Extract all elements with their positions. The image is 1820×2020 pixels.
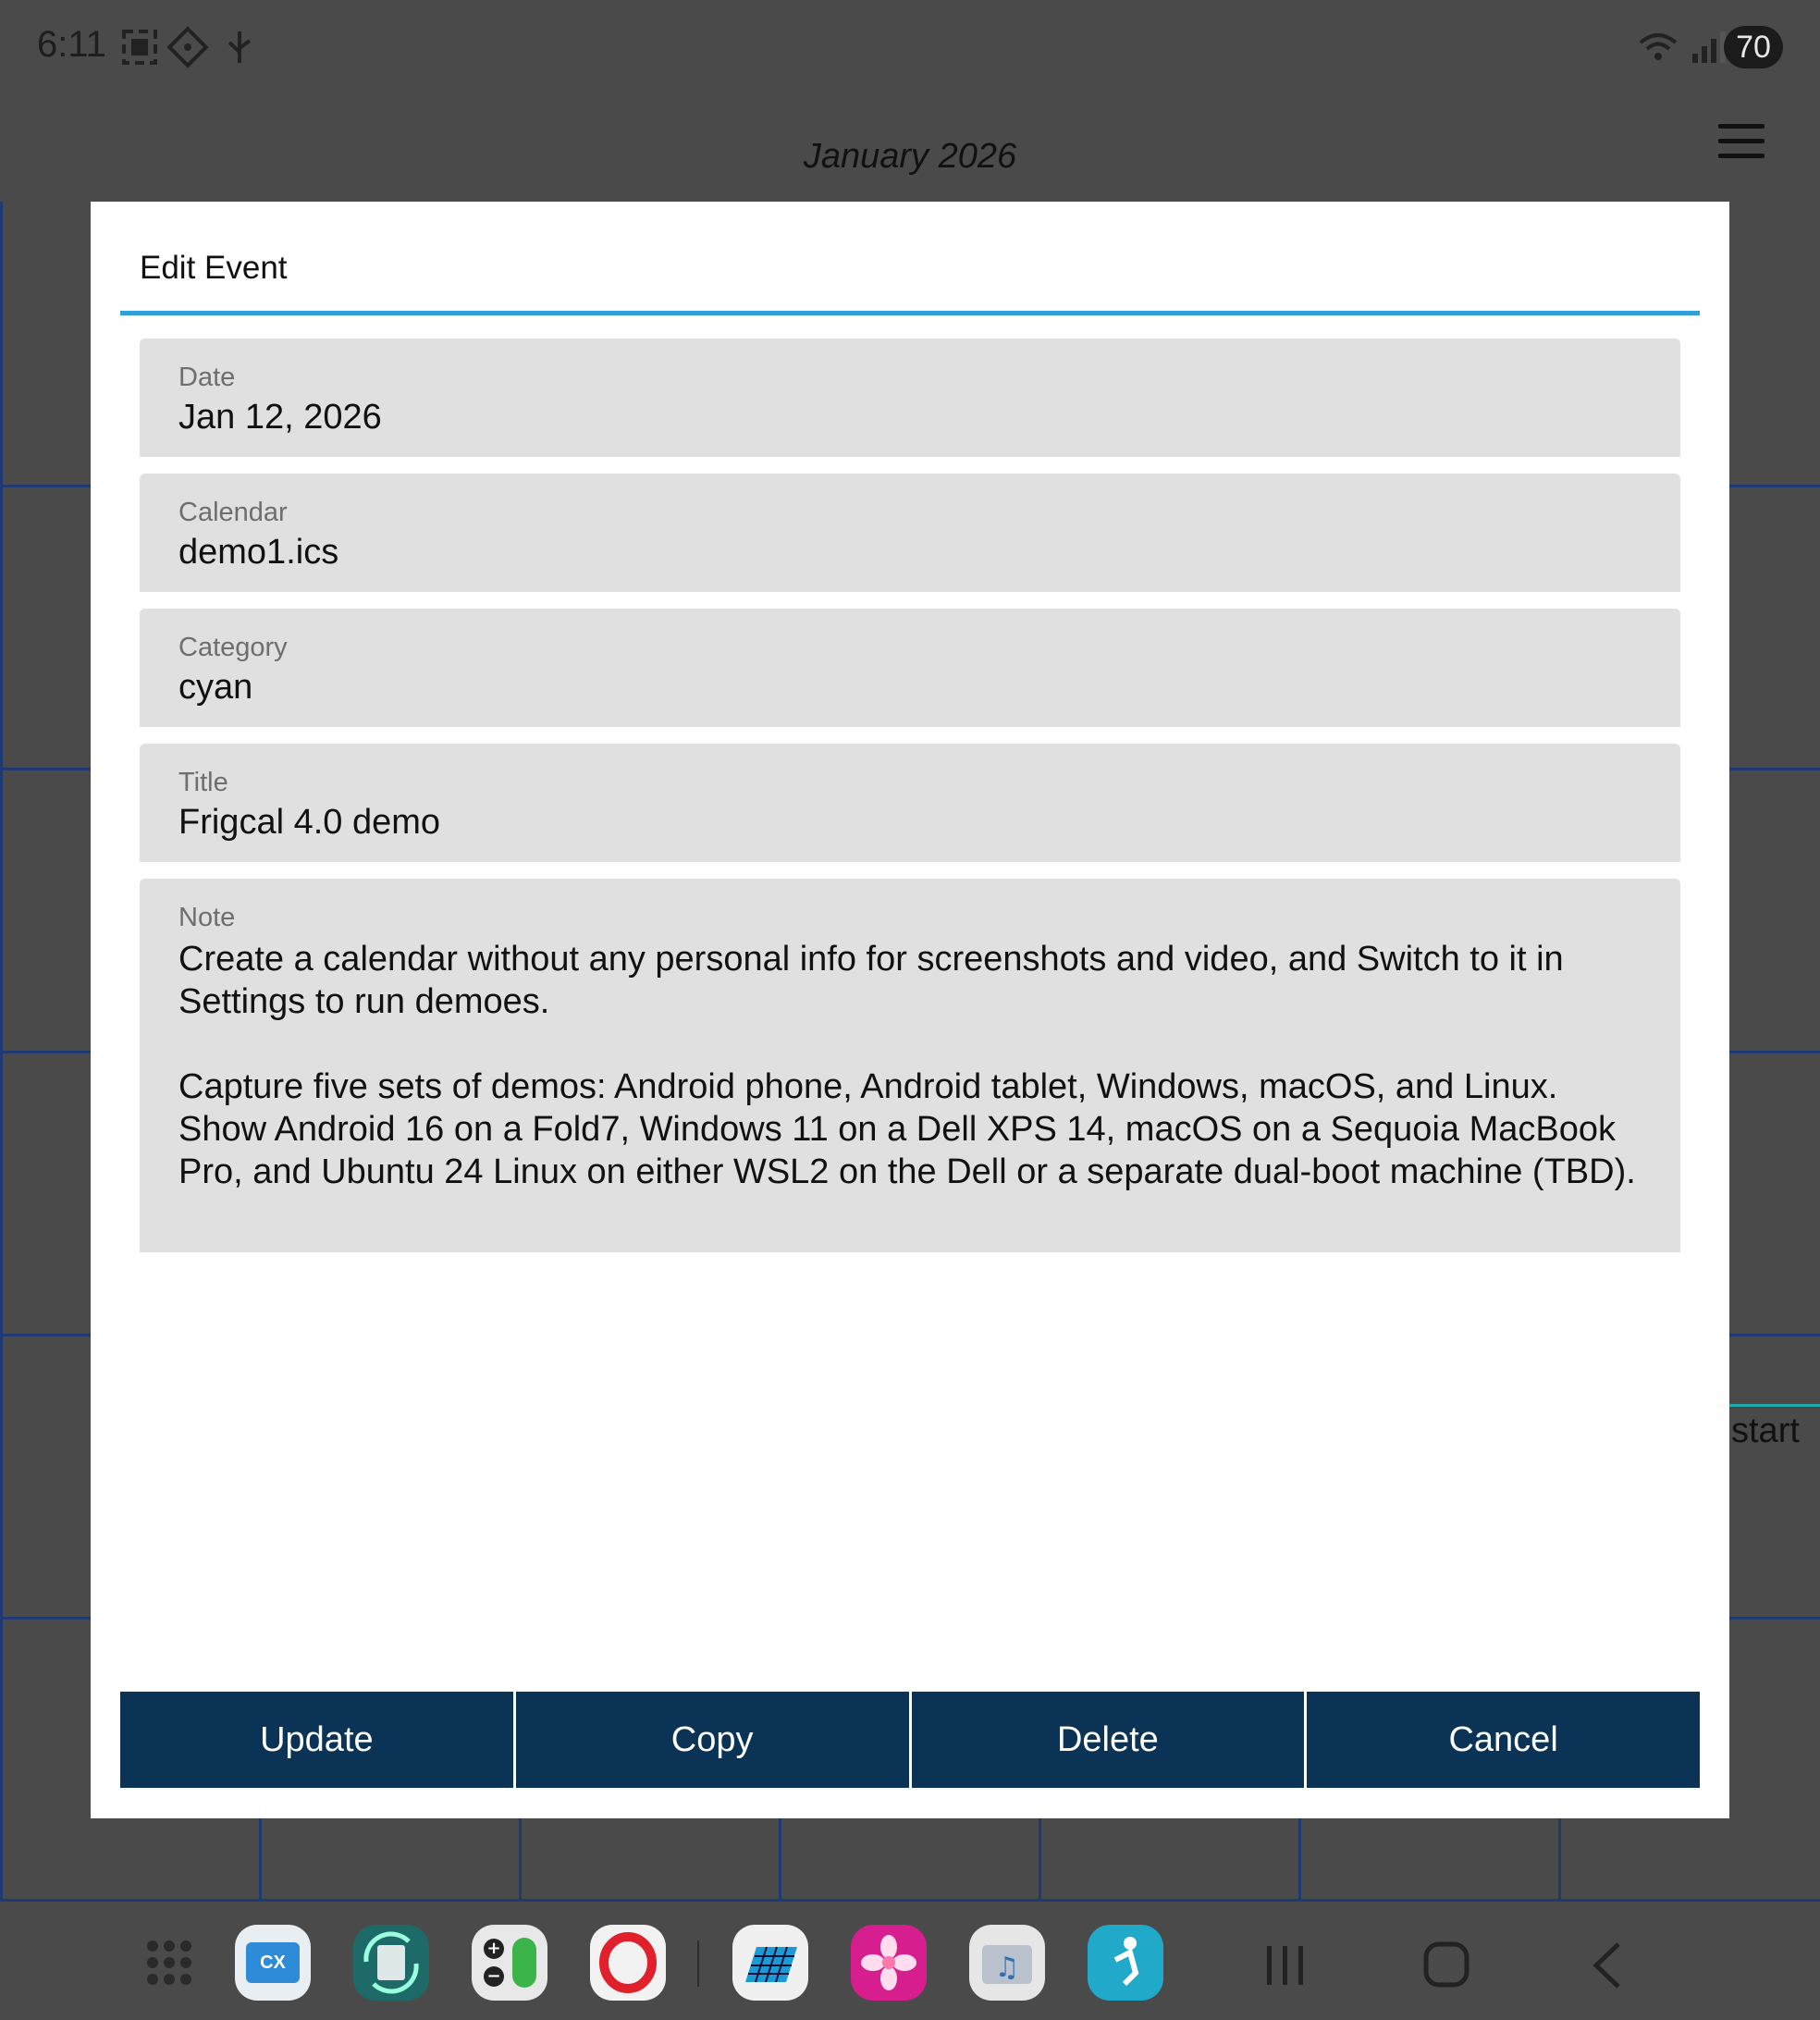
dots-diamond-icon: [166, 26, 209, 68]
note-label: Note: [178, 903, 236, 932]
music-folder-icon[interactable]: [969, 1925, 1045, 2001]
cx-file-explorer-icon[interactable]: [235, 1925, 311, 2001]
date-value: Jan 12, 2026: [178, 398, 382, 437]
note-field[interactable]: [140, 879, 1680, 1252]
delete-button[interactable]: Delete: [912, 1692, 1308, 1788]
wifi-icon: [1637, 26, 1679, 68]
calendar-value: demo1.ics: [178, 533, 339, 572]
category-label: Category: [178, 633, 288, 662]
month-title: January 2026: [803, 137, 1017, 176]
note-value: Create a calendar without any personal info for screenshots and video, and Switch to it in Settings to run demoes. Capture five sets of demos: Android phone, Android tablet, Windows, macOS, and Linux. Show Android 16 on a Fold7, Windows 11 on a Dell XPS 14, macOS on a Sequoia MacBook Pro, and Ubuntu 24 Linux on either WSL2 on the Dell or a separate dual-boot machine (TBD).: [178, 940, 1636, 1191]
title-field[interactable]: [140, 744, 1680, 862]
usb-icon: [218, 26, 261, 68]
title-value: Frigcal 4.0 demo: [178, 803, 441, 842]
dialog-title-divider: [120, 311, 1700, 315]
cancel-button[interactable]: Cancel: [1307, 1692, 1700, 1788]
status-bar: [0, 0, 1820, 92]
home-icon[interactable]: [1419, 1940, 1474, 1990]
calculator-icon[interactable]: [472, 1925, 547, 2001]
dock-separator: [697, 1940, 699, 1987]
dialog-title: Edit Event: [140, 250, 288, 286]
photos-flower-icon[interactable]: [851, 1925, 927, 2001]
hamburger-menu-icon[interactable]: [1718, 124, 1765, 161]
svg-text:+: +: [486, 1939, 501, 1958]
event-bar: [1729, 1404, 1820, 1407]
edit-event-dialog: [91, 202, 1729, 1818]
svg-text:♫: ♫: [994, 1952, 1020, 1984]
update-button[interactable]: Update: [120, 1692, 516, 1788]
opera-browser-icon[interactable]: [590, 1925, 666, 2001]
date-label: Date: [178, 363, 236, 392]
sync-app-icon[interactable]: [353, 1925, 429, 2001]
title-label: Title: [178, 768, 228, 797]
back-icon[interactable]: [1580, 1940, 1635, 1990]
apps-grid-icon[interactable]: [131, 1925, 207, 2001]
dialog-button-bar: [120, 1692, 1700, 1788]
date-field[interactable]: [140, 339, 1680, 457]
copy-button[interactable]: Copy: [516, 1692, 912, 1788]
status-time: 6:11: [37, 24, 106, 65]
calendar-label: Calendar: [178, 498, 288, 527]
calendar-app-icon[interactable]: [732, 1925, 808, 2001]
calendar-field[interactable]: [140, 474, 1680, 592]
battery-indicator: 70: [1724, 26, 1783, 68]
category-field[interactable]: [140, 609, 1680, 727]
calendar-event-label[interactable]: start: [1731, 1411, 1800, 1450]
cx-label: CX: [246, 1942, 300, 1983]
category-value: cyan: [178, 668, 253, 707]
screenshot-icon: [118, 26, 161, 68]
svg-text:−: −: [486, 1966, 501, 1986]
accessibility-app-icon[interactable]: [1088, 1925, 1163, 2001]
recents-icon[interactable]: [1258, 1940, 1313, 1990]
